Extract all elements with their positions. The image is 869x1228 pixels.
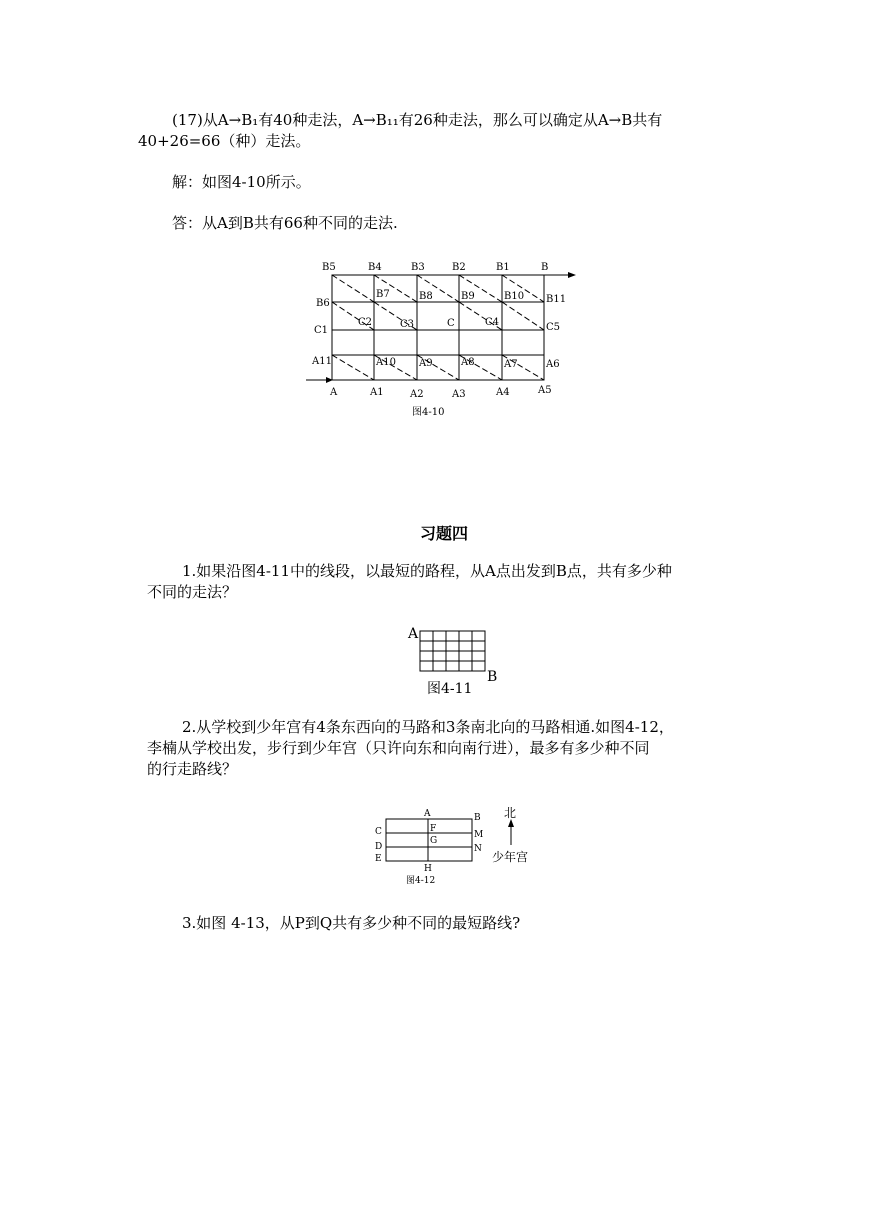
destination-label: 少年宫 (492, 850, 529, 864)
label-A8: A8 (461, 357, 475, 368)
fig412-label-F: F (430, 824, 437, 834)
exercises-title: 习题四 (420, 524, 469, 543)
problem-17-line-1: (17)从A→B₁有40种走法，A→B₁₁有26种走法，那么可以确定从A→B共有 (172, 111, 663, 129)
fig412-label-H: H (424, 864, 432, 874)
fig412-label-G: G (430, 836, 438, 846)
label-A10: A10 (376, 357, 396, 368)
label-C1: C1 (314, 325, 329, 336)
label-A3: A3 (452, 389, 466, 400)
exercise-2-line-3: 的行走路线？ (147, 760, 238, 778)
label-A4: A4 (496, 387, 510, 398)
fig412-label-C: C (375, 827, 382, 837)
exercise-3: 3.如图 4-13，从P到Q共有多少种不同的最短路线? (182, 914, 521, 932)
fig412-label-E: E (375, 854, 382, 864)
figure-4-10-caption: 图4-10 (412, 407, 445, 418)
exercise-1-line-2: 不同的走法？ (147, 583, 238, 601)
exercise-2-line-2: 李楠从学校出发，步行到少年宫（只许向东和向南行进），最多有多少种不同 (147, 739, 650, 757)
label-B3: B3 (411, 262, 425, 273)
label-B6: B6 (316, 298, 330, 309)
label-A9: A9 (419, 358, 433, 369)
figure-4-10 (300, 255, 590, 425)
north-label: 北 (504, 806, 517, 820)
figure-4-12 (370, 805, 550, 885)
label-B: B (541, 262, 549, 273)
label-C2: C2 (358, 317, 373, 328)
label-B10: B10 (504, 291, 525, 302)
fig412-label-A: A (424, 809, 431, 819)
figure-4-11-start-A: A (408, 626, 419, 642)
label-C4: C4 (485, 317, 500, 328)
fig412-label-M: M (474, 830, 484, 840)
label-A5: A5 (538, 385, 552, 396)
fig412-label-D: D (375, 842, 383, 852)
figure-4-11 (402, 622, 512, 697)
fig412-label-B: B (474, 813, 481, 823)
label-A7: A7 (504, 359, 518, 370)
north-arrow-head (508, 819, 514, 827)
label-B7: B7 (376, 289, 390, 300)
label-C: C (447, 318, 455, 329)
label-B5: B5 (322, 262, 336, 273)
label-B9: B9 (461, 291, 475, 302)
label-B1: B1 (496, 262, 510, 273)
label-C3: C3 (400, 319, 415, 330)
exercise-2-line-1: 2.从学校到少年宫有4条东西向的马路和3条南北向的马路相通.如图4-12， (182, 718, 674, 736)
figure-4-11-end-B: B (487, 669, 498, 685)
label-C5: C5 (546, 322, 561, 333)
label-B2: B2 (452, 262, 466, 273)
label-B11: B11 (546, 294, 567, 305)
fig412-caption: 图4-12 (406, 876, 436, 885)
label-A11: A11 (312, 356, 332, 367)
label-A: A (330, 387, 338, 398)
figure-4-11-caption: 图4-11 (427, 681, 473, 697)
fig412-label-N: N (474, 844, 482, 854)
exercise-1-line-1: 1.如果沿图4-11中的线段，以最短的路程，从A点出发到B点，共有多少种 (182, 562, 672, 580)
label-A2: A2 (410, 389, 424, 400)
solution-intro: 解：如图4-10所示。 (172, 173, 311, 191)
label-A1: A1 (370, 387, 384, 398)
label-A6: A6 (546, 359, 560, 370)
solution-answer: 答：从A到B共有66种不同的走法. (172, 214, 398, 232)
problem-17-line-2: 40+26=66（种）走法。 (138, 132, 311, 150)
label-B8: B8 (419, 291, 433, 302)
label-B4: B4 (368, 262, 382, 273)
